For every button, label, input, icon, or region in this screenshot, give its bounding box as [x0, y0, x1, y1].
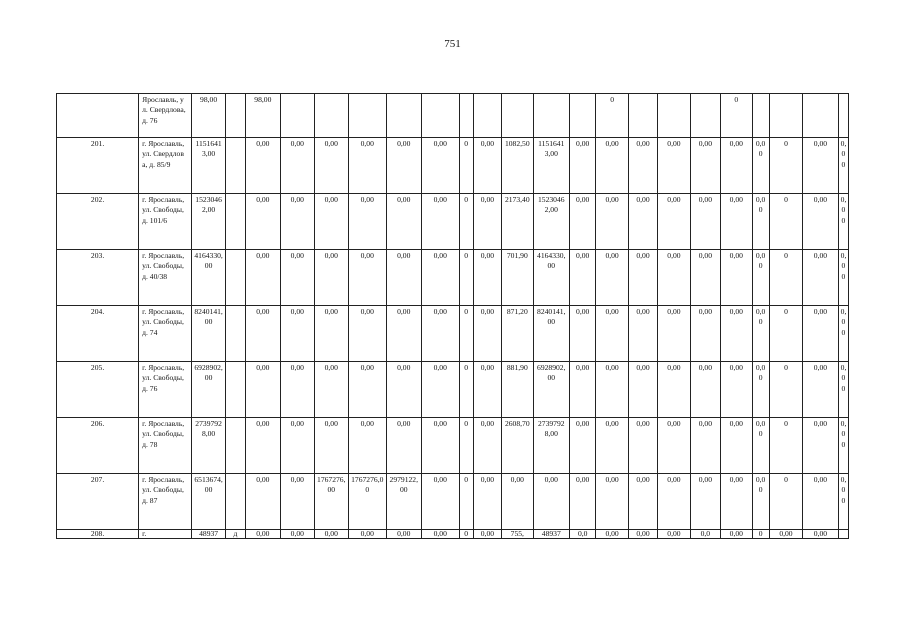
row-number-cell: 203. — [57, 250, 139, 306]
value-cell: 0,00 — [752, 418, 769, 474]
value-cell: 0,00 — [838, 306, 848, 362]
value-cell: 0,00 — [752, 362, 769, 418]
value-cell — [803, 94, 838, 138]
value-cell: 0,00 — [838, 250, 848, 306]
value-cell — [281, 94, 314, 138]
value-cell: 0,00 — [386, 418, 421, 474]
value-cell: 0,00 — [803, 362, 838, 418]
value-cell — [226, 94, 245, 138]
value-cell — [314, 94, 348, 138]
value-cell: 0,00 — [281, 194, 314, 250]
row-number-cell: 204. — [57, 306, 139, 362]
value-cell: 0,00 — [245, 474, 280, 530]
value-cell: 0,00 — [245, 530, 280, 539]
value-cell: 0 — [459, 362, 473, 418]
value-cell: 0,00 — [473, 530, 501, 539]
value-cell: 0,00 — [570, 138, 596, 194]
value-cell: 0,00 — [502, 474, 533, 530]
value-cell: 0,00 — [281, 306, 314, 362]
value-cell: 0,00 — [245, 418, 280, 474]
value-cell: 0 — [459, 250, 473, 306]
table-row — [57, 474, 849, 530]
value-cell: 1767276,00 — [314, 474, 348, 530]
value-cell — [502, 94, 533, 138]
value-cell: 0,0 — [690, 530, 720, 539]
value-cell: 0,00 — [422, 530, 460, 539]
value-cell: 0,00 — [473, 418, 501, 474]
value-cell — [570, 94, 596, 138]
value-cell: 0,00 — [245, 194, 280, 250]
value-cell: 6928902,00 — [533, 362, 570, 418]
value-cell: 0,00 — [658, 306, 690, 362]
value-cell — [769, 94, 802, 138]
address-cell: г. Ярославль, ул. Свободы, д. 87 — [139, 474, 192, 530]
value-cell — [628, 94, 657, 138]
page-number: 751 — [444, 38, 461, 50]
address-cell: г. Ярославль, ул. Свободы, д. 40/38 — [139, 250, 192, 306]
value-cell: 0 — [769, 362, 802, 418]
value-cell: 0 — [596, 94, 628, 138]
value-cell — [226, 194, 245, 250]
value-cell: 0 — [769, 418, 802, 474]
value-cell: 0,00 — [838, 138, 848, 194]
value-cell: 0 — [752, 530, 769, 539]
value-cell: 0,00 — [570, 474, 596, 530]
value-cell: 0,00 — [628, 418, 657, 474]
value-cell: 0,00 — [314, 418, 348, 474]
value-cell — [459, 94, 473, 138]
value-cell: 881,90 — [502, 362, 533, 418]
value-cell: 0,00 — [281, 530, 314, 539]
value-cell: 701,90 — [502, 250, 533, 306]
value-cell: 0,00 — [596, 418, 628, 474]
value-cell: 0,00 — [690, 194, 720, 250]
value-cell: 2173,40 — [502, 194, 533, 250]
value-cell: 6513674,00 — [191, 474, 225, 530]
value-cell: 0,00 — [473, 194, 501, 250]
value-cell: 0 — [769, 194, 802, 250]
value-cell: 27397928,00 — [533, 418, 570, 474]
value-cell: 0,00 — [596, 250, 628, 306]
value-cell: 0,00 — [658, 194, 690, 250]
value-cell: 0,00 — [314, 306, 348, 362]
value-cell: 755, — [502, 530, 533, 539]
value-cell: 0,00 — [721, 474, 752, 530]
value-cell: 6928902,00 — [191, 362, 225, 418]
value-cell: 0,00 — [473, 474, 501, 530]
address-cell: г. Ярославль, ул. Свободы, д. 78 — [139, 418, 192, 474]
value-cell: 48937 — [533, 530, 570, 539]
value-cell: 0,00 — [838, 418, 848, 474]
value-cell: 11516413,00 — [533, 138, 570, 194]
value-cell: 0,00 — [596, 138, 628, 194]
value-cell: 0 — [459, 418, 473, 474]
value-cell — [226, 474, 245, 530]
value-cell: 11516413,00 — [191, 138, 225, 194]
value-cell: 0,00 — [658, 418, 690, 474]
value-cell: 0,00 — [721, 530, 752, 539]
value-cell: 0,00 — [628, 530, 657, 539]
row-number-cell: 206. — [57, 418, 139, 474]
row-number-cell: 205. — [57, 362, 139, 418]
value-cell: 4164330,00 — [533, 250, 570, 306]
table-row — [57, 138, 849, 194]
value-cell: 0,00 — [473, 250, 501, 306]
address-cell: г. Ярославль, ул. Свердлова, д. 85/9 — [139, 138, 192, 194]
value-cell: 0,00 — [752, 138, 769, 194]
value-cell: 0,00 — [349, 194, 387, 250]
value-cell: 4164330,00 — [191, 250, 225, 306]
value-cell: 0,00 — [281, 418, 314, 474]
row-number-cell: 202. — [57, 194, 139, 250]
value-cell: 0 — [459, 138, 473, 194]
value-cell: 0,00 — [386, 306, 421, 362]
data-table — [56, 93, 849, 539]
value-cell: 0,00 — [245, 362, 280, 418]
value-cell — [838, 94, 848, 138]
value-cell: 0,00 — [838, 362, 848, 418]
value-cell: 0,00 — [628, 250, 657, 306]
value-cell: 0,00 — [803, 530, 838, 539]
value-cell: 0,00 — [349, 530, 387, 539]
value-cell: 0,00 — [803, 418, 838, 474]
value-cell — [386, 94, 421, 138]
value-cell — [533, 94, 570, 138]
table-row — [57, 306, 849, 362]
value-cell — [226, 306, 245, 362]
value-cell: 0,00 — [533, 474, 570, 530]
value-cell — [658, 94, 690, 138]
value-cell — [349, 94, 387, 138]
value-cell: 0,00 — [314, 138, 348, 194]
value-cell: 0,00 — [596, 362, 628, 418]
value-cell: 15230462,00 — [191, 194, 225, 250]
value-cell: 0,00 — [628, 362, 657, 418]
value-cell: 0,00 — [803, 138, 838, 194]
value-cell: 0,00 — [386, 138, 421, 194]
value-cell: 0 — [459, 474, 473, 530]
value-cell: 48937 — [191, 530, 225, 539]
table-row — [57, 94, 849, 138]
row-number-cell: 208. — [57, 530, 139, 539]
value-cell: 0,00 — [690, 306, 720, 362]
value-cell: 0,00 — [314, 250, 348, 306]
value-cell: 0,00 — [803, 306, 838, 362]
value-cell: 0,00 — [314, 194, 348, 250]
value-cell: 0,00 — [721, 138, 752, 194]
value-cell: 0 — [769, 250, 802, 306]
value-cell: 0,00 — [314, 530, 348, 539]
value-cell: 0,00 — [422, 474, 460, 530]
table-row — [57, 194, 849, 250]
value-cell: 0,00 — [570, 306, 596, 362]
table-row — [57, 418, 849, 474]
value-cell: 0,00 — [386, 250, 421, 306]
table-row — [57, 250, 849, 306]
table-row — [57, 362, 849, 418]
value-cell: 0,00 — [596, 474, 628, 530]
value-cell — [473, 94, 501, 138]
value-cell: 0,00 — [838, 474, 848, 530]
value-cell: 0,00 — [752, 194, 769, 250]
value-cell: 1767276,00 — [349, 474, 387, 530]
address-cell: Ярославль, ул. Свердлова, д. 76 — [139, 94, 192, 138]
value-cell: 0,00 — [658, 362, 690, 418]
value-cell: 2979122,00 — [386, 474, 421, 530]
value-cell: 15230462,00 — [533, 194, 570, 250]
value-cell: 0,00 — [752, 474, 769, 530]
value-cell: 0,00 — [658, 250, 690, 306]
value-cell: 0 — [459, 194, 473, 250]
address-cell: г. Ярославль, ул. Свободы, д. 101/6 — [139, 194, 192, 250]
value-cell: 0,00 — [721, 250, 752, 306]
row-number-cell: 207. — [57, 474, 139, 530]
value-cell: 0,00 — [570, 194, 596, 250]
value-cell: 0 — [459, 306, 473, 362]
value-cell: 0,00 — [349, 250, 387, 306]
value-cell: д — [226, 530, 245, 539]
value-cell: 0,00 — [570, 362, 596, 418]
value-cell: 0,00 — [769, 530, 802, 539]
value-cell: 0,0 — [570, 530, 596, 539]
value-cell: 0,00 — [245, 250, 280, 306]
value-cell: 0,00 — [422, 194, 460, 250]
value-cell — [226, 138, 245, 194]
value-cell: 0,00 — [473, 306, 501, 362]
value-cell: 0,00 — [721, 194, 752, 250]
table-row — [57, 530, 849, 539]
value-cell: 0,00 — [314, 362, 348, 418]
value-cell: 0 — [769, 474, 802, 530]
value-cell: 0,00 — [721, 306, 752, 362]
value-cell: 1082,50 — [502, 138, 533, 194]
value-cell — [226, 362, 245, 418]
row-number-cell: 201. — [57, 138, 139, 194]
value-cell: 0,00 — [245, 306, 280, 362]
value-cell: 0,00 — [658, 474, 690, 530]
value-cell: 0,00 — [803, 194, 838, 250]
value-cell: 0,00 — [570, 250, 596, 306]
value-cell: 0,00 — [570, 418, 596, 474]
value-cell: 98,00 — [191, 94, 225, 138]
value-cell: 0,00 — [281, 138, 314, 194]
value-cell — [752, 94, 769, 138]
value-cell: 8240141,00 — [533, 306, 570, 362]
value-cell: 0,00 — [803, 250, 838, 306]
value-cell: 0,00 — [628, 138, 657, 194]
value-cell: 0,00 — [628, 474, 657, 530]
value-cell: 0,00 — [752, 306, 769, 362]
value-cell: 0,00 — [596, 306, 628, 362]
value-cell: 871,20 — [502, 306, 533, 362]
value-cell: 0,00 — [281, 474, 314, 530]
value-cell: 0,00 — [690, 250, 720, 306]
value-cell: 0,00 — [386, 530, 421, 539]
value-cell: 0,00 — [473, 138, 501, 194]
value-cell: 0 — [721, 94, 752, 138]
value-cell: 0,00 — [690, 474, 720, 530]
value-cell: 0,00 — [838, 194, 848, 250]
value-cell: 27397928,00 — [191, 418, 225, 474]
value-cell: 0,00 — [281, 362, 314, 418]
value-cell: 0,00 — [721, 418, 752, 474]
value-cell: 0,00 — [422, 418, 460, 474]
value-cell: 0,00 — [628, 306, 657, 362]
address-cell: г. Ярославль, ул. Свободы, д. 74 — [139, 306, 192, 362]
value-cell: 0,00 — [422, 250, 460, 306]
value-cell — [690, 94, 720, 138]
value-cell: 0 — [769, 306, 802, 362]
value-cell: 0,00 — [721, 362, 752, 418]
value-cell: 0,00 — [349, 138, 387, 194]
value-cell: 2608,70 — [502, 418, 533, 474]
value-cell: 0,00 — [752, 250, 769, 306]
value-cell: 0,00 — [628, 194, 657, 250]
value-cell — [226, 250, 245, 306]
value-cell: 0,00 — [386, 194, 421, 250]
value-cell: 0,00 — [596, 530, 628, 539]
value-cell: 0,00 — [690, 138, 720, 194]
value-cell: 0,00 — [658, 138, 690, 194]
value-cell: 0,00 — [422, 362, 460, 418]
value-cell: 98,00 — [245, 94, 280, 138]
value-cell: 0,00 — [473, 362, 501, 418]
value-cell: 0 — [769, 138, 802, 194]
value-cell: 0,00 — [386, 362, 421, 418]
value-cell — [838, 530, 848, 539]
value-cell: 0 — [459, 530, 473, 539]
value-cell: 0,00 — [422, 138, 460, 194]
value-cell: 0,00 — [596, 194, 628, 250]
value-cell — [226, 418, 245, 474]
value-cell: 0,00 — [803, 474, 838, 530]
value-cell: 0,00 — [349, 362, 387, 418]
value-cell: 0,00 — [422, 306, 460, 362]
value-cell — [422, 94, 460, 138]
value-cell: 0,00 — [658, 530, 690, 539]
value-cell: 8240141,00 — [191, 306, 225, 362]
value-cell: 0,00 — [349, 418, 387, 474]
row-number-cell — [57, 94, 139, 138]
address-cell: г. — [139, 530, 192, 539]
value-cell: 0,00 — [690, 418, 720, 474]
value-cell: 0,00 — [281, 250, 314, 306]
value-cell: 0,00 — [690, 362, 720, 418]
value-cell: 0,00 — [349, 306, 387, 362]
value-cell: 0,00 — [245, 138, 280, 194]
address-cell: г. Ярославль, ул. Свободы, д. 76 — [139, 362, 192, 418]
